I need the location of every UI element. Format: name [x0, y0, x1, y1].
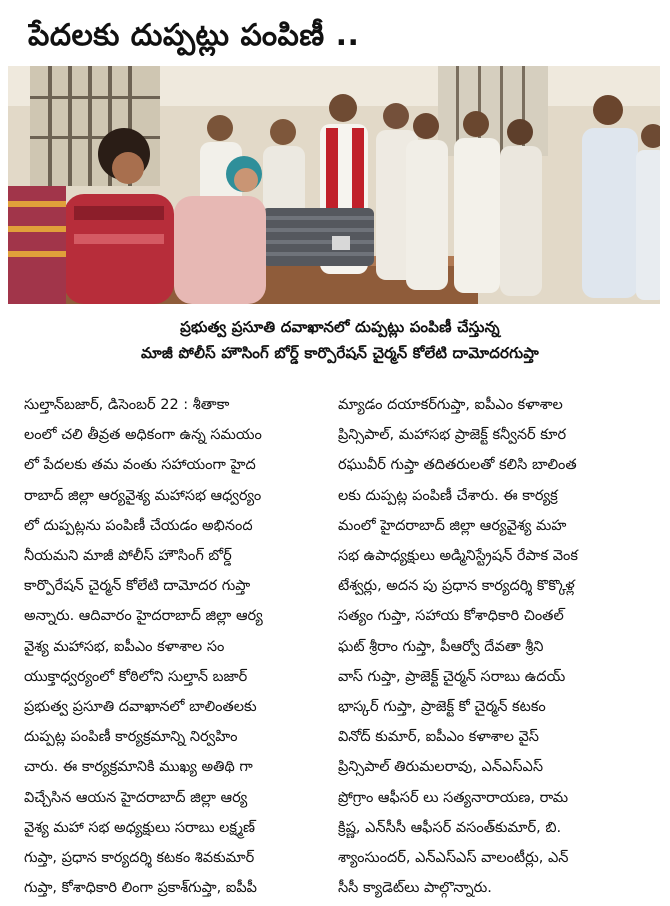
article-line: లంలో చలి తీవ్రత అధికంగా ఉన్న సమయం — [24, 427, 262, 444]
article-column-left — [24, 390, 318, 903]
article-line: ప్రభుత్వ ప్రసూతి దవాఖానలో బాలింతలకు — [24, 699, 257, 716]
caption-line-2: మాజీ పోలీస్ హౌసింగ్ బోర్డ్ కార్పొరేషన్ చైర్మన్ కోలేటి దామోదరగుప్తా — [141, 344, 539, 362]
news-photo — [8, 66, 660, 304]
article-line: విచ్చేసిన ఆయన హైదరాబాద్ జిల్లా ఆర్య — [24, 789, 248, 806]
article-line: వైశ్య మహా సభ అధ్యక్షులు సరాబు లక్ష్మణ్ — [24, 819, 256, 836]
article-line: రఘువీర్ గుప్తా తదితరులతో కలిసి బాలింత — [338, 457, 577, 474]
article-line: గుప్తా, కోశాధికారి లింగా ప్రకాశ్‌గుప్తా, ఐపీపీ — [24, 880, 257, 897]
article-line: భాస్కర్ గుప్తా, ప్రాజెక్ట్ కో చైర్మన్ కటకం — [338, 699, 546, 716]
article-line: లో పేదలకు తమ వంతు సహాయంగా హైద — [24, 457, 256, 474]
article-line: యుక్తాధ్వర్యంలో కోఠిలోని సుల్తాన్ బజార్ — [24, 668, 248, 685]
article-line: ఘట్ శ్రీరాం గుప్తా, పీఆర్వో దేవతా శ్రీని — [338, 638, 544, 655]
article-line: వినోద్ కుమార్, ఐపీఎం కళాశాల వైస్ — [338, 729, 539, 746]
article-line: వైశ్య మహాసభ, ఐపీఎం కళాశాల సం — [24, 638, 225, 655]
article-line: చారు. ఈ కార్యక్రమానికి ముఖ్య అతిథి గా — [24, 759, 253, 776]
article-line: క్రిష్ణ, ఎన్‌సీసీ ఆఫీసర్ వసంత్‌కుమార్, బి. — [338, 819, 562, 836]
article-line: కార్పొరేషన్ చైర్మన్ కోలేటి దామోదర గుప్తా — [24, 578, 251, 595]
article-line: టేశ్వర్లు, అదన పు ప్రధాన కార్యదర్శి కొక్కొళ్ల — [338, 578, 575, 595]
article-line: ప్రిన్సిపాల్, మహాసభ ప్రాజెక్ట్ కన్వీనర్ కూర — [338, 427, 567, 444]
article-line: గుప్తా, ప్రధాన కార్యదర్శి కటకం శివకుమార్ — [24, 850, 255, 867]
article-column-right — [338, 390, 632, 903]
article-line: నీయమని మాజీ పోలీస్ హౌసింగ్ బోర్డ్ — [24, 548, 232, 565]
headline: పేదలకు దుప్పట్లు పంపిణీ .. — [28, 18, 360, 53]
caption-line-1: ప్రభుత్వ ప్రసూతి దవాఖానలో దుప్పట్లు పంపిణీ చేస్తున్న — [180, 318, 500, 336]
article-line: సుల్తాన్‌బజార్, డిసెంబర్ 22 : శీతాకా — [24, 397, 230, 413]
article-line: సభ ఉపాధ్యక్షులు అడ్మినిస్ట్రేషన్ రేపాక వెంక — [338, 548, 578, 565]
article-line: ప్రిన్సిపాల్ తిరుమలరావు, ఎన్ఎస్ఎస్ — [338, 759, 544, 776]
article-line: మంలో హైదరాబాద్ జిల్లా ఆర్యవైశ్య మహ — [338, 517, 567, 534]
article-line: ప్రోగ్రాం ఆఫీసర్ లు సత్యనారాయణ, రామ — [338, 789, 569, 806]
article-line: అన్నారు. ఆదివారం హైదరాబాద్ జిల్లా ఆర్య — [24, 608, 263, 625]
photo-caption — [60, 314, 620, 366]
article-line: లకు దుప్పట్ల పంపిణీ చేశారు. ఈ కార్యక్ర — [338, 487, 558, 504]
article-line: సత్యం గుప్తా, సహాయ కోశాధికారి చింతల్ — [338, 608, 564, 625]
article-line: లో దుప్పట్లను పంపిణీ చేయడం అభినంద — [24, 517, 253, 534]
article-line: శ్యాంసుందర్, ఎన్ఎస్ఎస్ వాలంటీర్లు, ఎన్ — [338, 850, 569, 867]
article-line: రాబాద్ జిల్లా ఆర్యవైశ్య మహాసభ ఆధ్వర్యం — [24, 487, 262, 504]
article-line: మ్యాడం దయాకర్‌గుప్తా, ఐపీఎం కళాశాల — [338, 397, 563, 413]
article-line: వాస్ గుప్తా, ప్రాజెక్ట్ చైర్మన్ సరాబు ఉదయ్ — [338, 668, 566, 685]
article-line: దుప్పట్ల పంపిణీ కార్యక్రమాన్ని నిర్వహిం — [24, 729, 238, 746]
article-line: సీసీ క్యాడెట్‌లు పాల్గొన్నారు. — [338, 880, 492, 897]
